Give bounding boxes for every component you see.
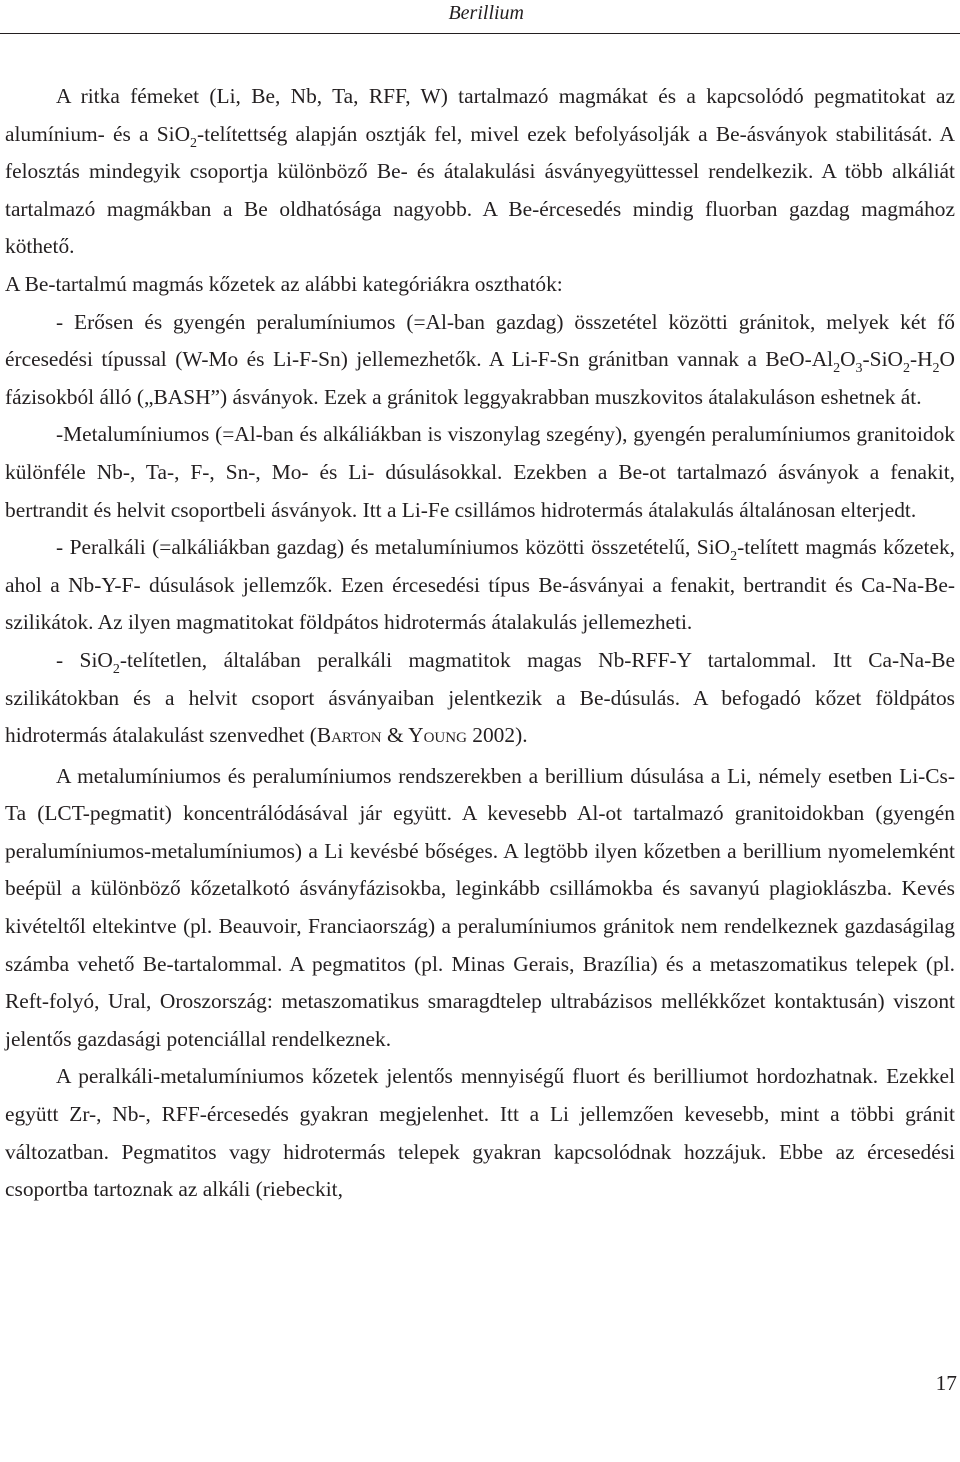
paragraph-categories-lead: A Be-tartalmú magmás kőzetek az alábbi kategóriákra oszthatók: [5,271,563,296]
page-number: 17 [935,1371,957,1395]
body-text [5,78,955,1209]
running-title: Berillium [448,2,524,24]
subscript: 2 [833,361,841,377]
subscript: 3 [855,361,863,377]
paragraph-sio2-undersaturated: - SiO$_2$-telítetlen, általában peralkáli magmatitok magas Nb-RFF-Y tartalommal. Itt Ca-Na-Be szilikátokban és a helvit csoport ásványaiban jelentkezik a Be-dúsulás. A befogadó kőzet földpátos hidrotermás átalakulást szenvedhet (BARTON & YOUNG 2002). [5,647,955,748]
paragraph-peralkaline: - Peralkáli (=alkáliákban gazdag) és metalumíniumos közötti összetételű, SiO$_2$-telített magmás kőzetek, ahol a Nb-Y-F- dúsulások jellemzők. Ezen ércesedési típus Be-ásványai a fenakit, bertrandit és Ca-Na-Be-szilikátok. Az ilyen magmatitokat földpátos hidrotermás átalakulás jellemezheti. [5,535,956,635]
paragraph-peraluminous-granites: - Erősen és gyengén peralumíniumos (=Al-ban gazdag) összetétel közötti gránitok, melyek két fő ércesedési típussal (W-Mo és Li-F-Sn) jellemezhetők. A Li-F-Sn gránitban vannak a BeO-$Al_2O_3-SiO_2-H_2O$ fázisokból álló („BASH”) ásványok. Ezek a gránitok leggyakrabban muszkovitos átalakuláson eshetnek át. [5,309,955,409]
subscript: 2 [730,549,738,565]
subscript: 2 [112,661,120,677]
small-caps-author: OUNG [423,730,467,747]
paragraph-metaluminous: -Metalumíniumos (=Al-ban és alkáliákban is viszonylag szegény), gyengén peralumíniumos granitoidok különféle Nb-, Ta-, F-, Sn-, Mo- és Li- dúsulásokkal. Ezekben a Be-ot tartalmazó ásványok a fenakit, bertrandit és helvit csoportbeli ásványok. Itt a Li-Fe csillámos hidrotermás átalakulás általánosan elterjedt. [5,422,955,522]
subscript: 2 [932,361,940,377]
paragraph-peralkaline-metaluminous: A peralkáli-metalumíniumos kőzetek jelentős mennyiségű fluort és berilliumot hordozhatnak. Ezekkel együtt Zr-, Nb-, RFF-ércesedés gyakran megjelenhet. Itt a Li jellemzően kevesebb, mint a többi gránit változatban. Pegmatitos vagy hidrotermás telepek gyakran kapcsolódnak hozzájuk. Ebbe az ércesedési csoportba tartoznak az alkáli (riebeckit, [5,1064,955,1202]
paragraph-enrichment: A metalumíniumos és peralumíniumos rendszerekben a berillium dúsulása a Li, némely esetben Li-Cs-Ta (LCT-pegmatit) koncentrálódásával jár együtt. A kevesebb Al-ot tartalmazó granitoidokban (gyengén peralumíniumos-metalumíniumos) a Li kevésbé bőséges. A legtöbb ilyen kőzetben a berillium nyomelemként beépül a különböző kőzetalkotó ásványfázisokba, leginkább csillámokba és savanyú plagioklászba. Kevés kivételtől eltekintve (pl. Beauvoir, Franciaország) a peralumíniumos gránitok nem rendelkeznek gazdaságilag számba vehető Be-tartalommal. A pegmatitos (pl. Minas Gerais, Brazília) és a metaszomatikus telepek (pl. Reft-folyó, Ural, Oroszország: metaszomatikus smaragdtelep ultrabázisos mellékkőzet kontaktusán) viszont jelentős gazdasági potenciállal rendelkeznek. [5,763,955,1051]
subscript: 2 [190,135,198,151]
subscript: 2 [902,361,910,377]
small-caps-author: ARTON [331,730,382,747]
page-header [0,0,960,34]
paragraph-intro: A ritka fémeket (Li, Be, Nb, Ta, RFF, W) tartalmazó magmákat és a kapcsolódó pegmatitokat az alumínium- és a SiO$_2$-telítettség alapján osztják fel, mivel ezek befolyásolják a Be-ásványok stabilitását. A felosztás mindegyik csoportja különböző Be- és átalakulási ásványegyüttessel rendelkezik. A több alkáliát tartalmazó magmákban a Be oldhatósága nagyobb. A Be-ércesedés mindig fluorban gazdag magmához köthető. [5,84,956,259]
